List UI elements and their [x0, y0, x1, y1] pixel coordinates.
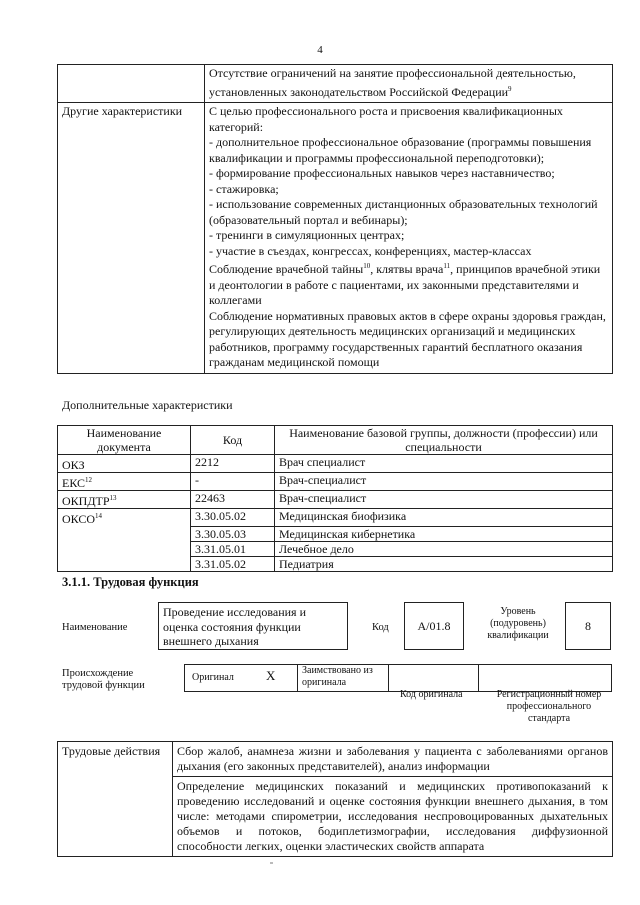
action-item: Сбор жалоб, анамнеза жизни и заболевания у пациента с заболеваниями органов дыхания (его законных представителей), анализ информации [173, 742, 613, 777]
name-cell: Медицинская кибернетика [275, 526, 613, 541]
code-cell: 22463 [191, 491, 275, 509]
doc-cell: ЕКС$^{12}$ [58, 473, 191, 491]
borrowed-label: Заимствовано из оригинала [302, 665, 373, 688]
table-row [58, 491, 613, 509]
reg-number-label: Регистрационный номер профессионального стандарта [496, 689, 602, 724]
table-row [58, 556, 613, 571]
table-row [58, 526, 613, 541]
row-label: Другие характеристики [58, 103, 205, 374]
actions-label: Трудовые действия [58, 742, 173, 857]
name-cell: Врач-специалист [275, 473, 613, 491]
original-label: Оригинал [192, 672, 234, 683]
code-cell: 2212 [191, 455, 275, 473]
requirements-text: Отсутствие ограничений на занятие профессиональной деятельностью, установленных законодательством Российской Федерации [209, 66, 576, 99]
list-item: - формирование профессиональных навыков через наставничество; [209, 166, 555, 180]
code-original-label: Код оригинала [400, 689, 463, 700]
additional-title: Дополнительные характеристики [62, 398, 233, 412]
header-name: Наименование базовой группы, должности (профессии) или специальности [275, 426, 613, 455]
list-item: - дополнительное профессиональное образование (программы повышения квалификации и программы профессиональной переподготовки); [209, 135, 592, 165]
list-item: - участие в съездах, конгрессах, конференциях, мастер-классах [209, 243, 532, 258]
oath-text: Соблюдение врачебной тайны [209, 262, 364, 276]
footnote-ref: 11 [443, 262, 451, 270]
table-row [58, 65, 613, 103]
origin-label: Происхождение трудовой функции [62, 668, 145, 691]
name-cell: Медицинская биофизика [275, 509, 613, 527]
doc-cell: ОКПДТР$^{13}$ [58, 491, 191, 509]
origin-box [184, 664, 612, 692]
footnote-ref: 10 [363, 262, 371, 270]
scan-mark [270, 862, 273, 864]
code-cell: 3.30.05.02 [191, 509, 275, 527]
doc-cell: ОКСО$^{14}$ [58, 509, 191, 527]
table-row [58, 473, 613, 491]
doc-cell [58, 556, 191, 571]
doc-cell [58, 526, 191, 541]
oath-text: , принципов врачебной этики и деонтологии в работе с пациентами, их законными представителями и коллегами [209, 262, 601, 307]
header-doc: Наименование документа [58, 426, 191, 455]
function-heading: 3.1.1. Трудовая функция [62, 575, 199, 589]
table-row [58, 509, 613, 527]
name-cell: Лечебное дело [275, 541, 613, 556]
code-label: Код [372, 622, 389, 633]
action-item: Определение медицинских показаний и медицинских противопоказаний к проведению исследований и оценке состояния функции внешнего дыхания, в том числе: методами спирометрии, исследования неспровоцированных дыхательных объемов и потоков, бодиплетизмографии, исследования диффузионной способности легких, оценки эластических свойств аппарата [173, 777, 613, 857]
additional-table [57, 425, 613, 572]
table-row [58, 103, 613, 374]
oath-text: , клятвы врача [370, 262, 444, 276]
name-cell: Педиатрия [275, 556, 613, 571]
name-cell: Врач специалист [275, 455, 613, 473]
name-cell: Врач-специалист [275, 491, 613, 509]
list-item: - тренинги в симуляционных центрах; [209, 228, 405, 242]
name-label: Наименование [62, 622, 128, 633]
function-name-box [158, 602, 348, 650]
code-cell: 3.31.05.01 [191, 541, 275, 556]
regulations-paragraph: Соблюдение нормативных правовых актов в сфере охраны здоровья граждан, регулирующих деятельность медицинских организаций и медицинских работников, программу государственных гарантий бесплатного оказания гражданам медицинской помощи [209, 308, 606, 369]
table-row [58, 742, 613, 777]
function-name: Проведение исследования и оценка состояния функции внешнего дыхания [163, 605, 306, 648]
list-item: С целью профессионального роста и присвоения квалификационных категорий: [209, 104, 563, 134]
level-label: Уровень (подуровень) квалификации [487, 606, 549, 641]
table-header-row [58, 426, 613, 455]
other-characteristics-cell [205, 103, 613, 374]
doc-cell: ОКЗ [58, 455, 191, 473]
actions-table [57, 741, 613, 857]
list-item: - использование современных дистанционных образовательных технологий (образовательный портал и вебинары); [209, 197, 598, 227]
function-code: А/01.8 [404, 602, 464, 650]
oath-paragraph [209, 259, 608, 309]
footnote-ref: 9 [508, 84, 512, 93]
table-row [58, 541, 613, 556]
level-value: 8 [565, 602, 611, 650]
table-row [58, 455, 613, 473]
code-cell: - [191, 473, 275, 491]
page-number: 4 [317, 44, 323, 56]
header-code: Код [191, 426, 275, 455]
requirements-cell [205, 65, 613, 103]
characteristics-table [57, 64, 613, 374]
code-cell: 3.30.05.03 [191, 526, 275, 541]
original-mark: Х [266, 668, 276, 683]
row-label [58, 65, 205, 103]
code-cell: 3.31.05.02 [191, 556, 275, 571]
list-item: - стажировка; [209, 181, 279, 196]
doc-cell [58, 541, 191, 556]
